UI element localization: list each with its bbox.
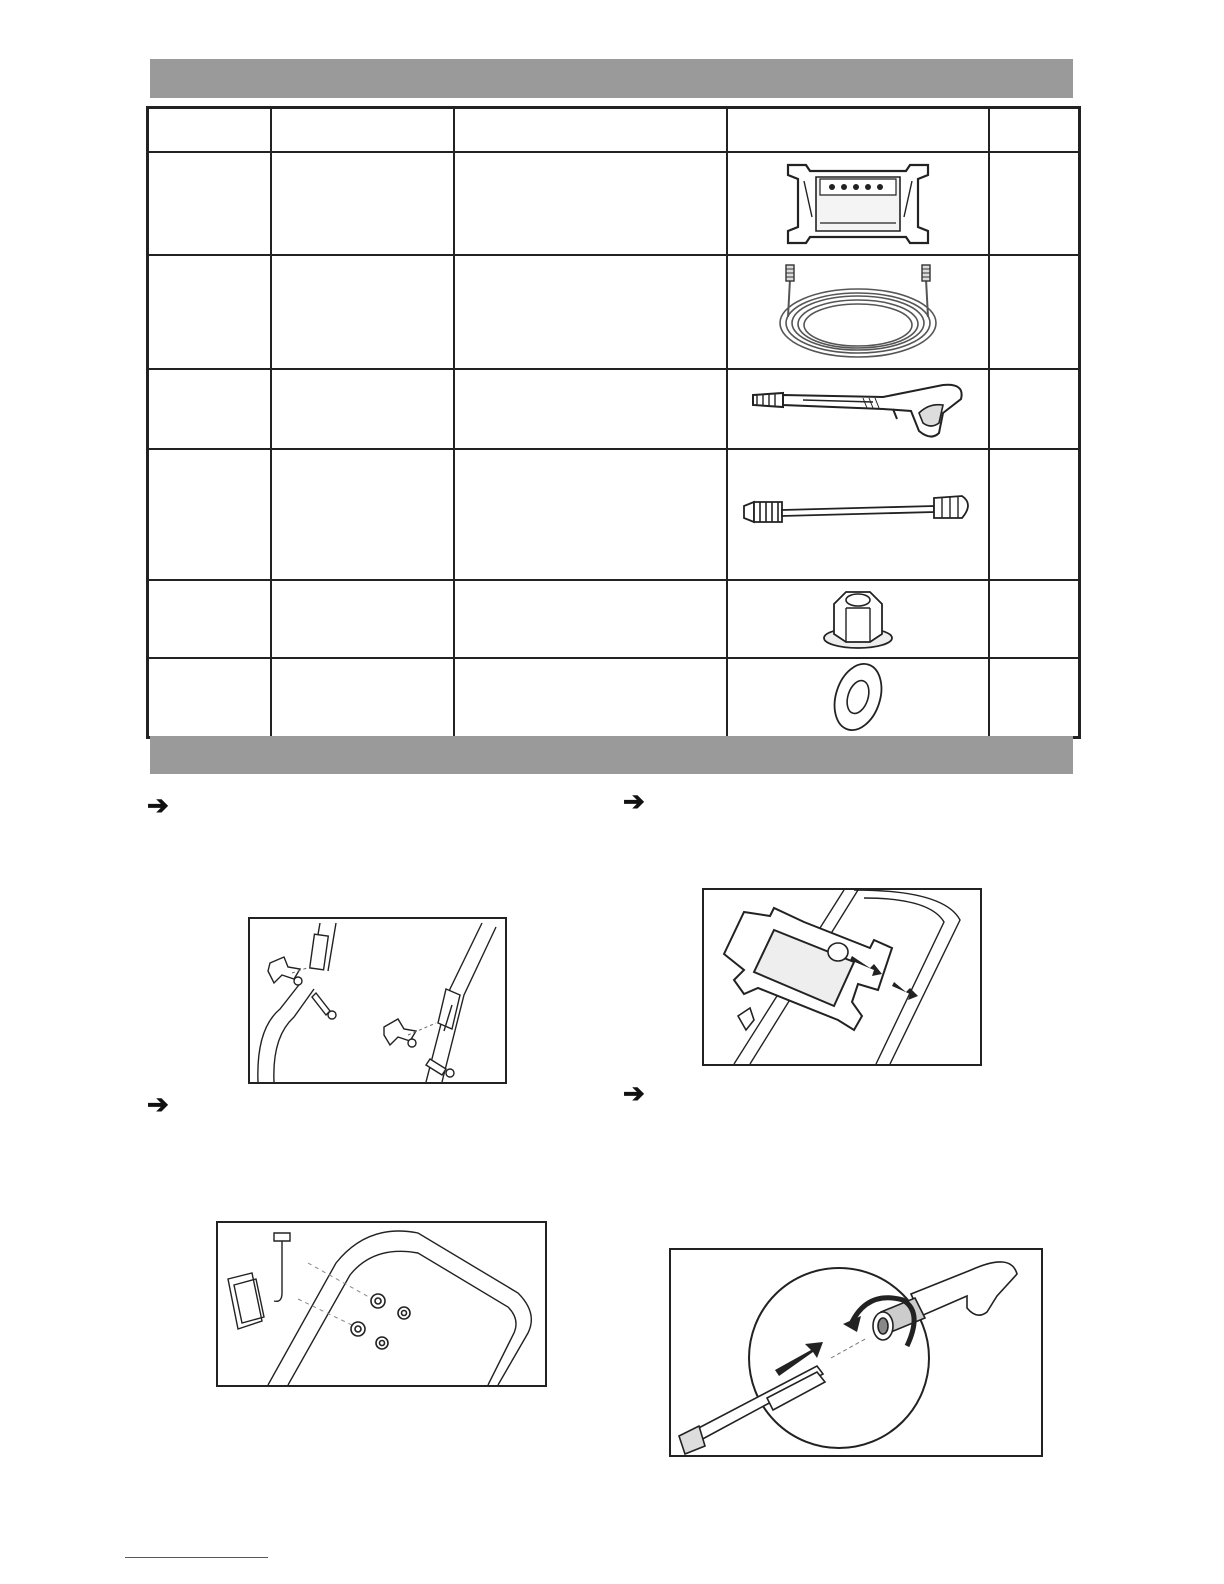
table-cell	[271, 152, 454, 255]
high-pressure-hose-picture	[768, 259, 948, 365]
table-cell	[989, 255, 1080, 369]
table-cell-picture	[727, 152, 989, 255]
column-header-5	[989, 108, 1080, 152]
table-cell	[454, 658, 727, 738]
table-row	[148, 152, 1080, 255]
footer-link-underline	[125, 1557, 268, 1558]
bracket-mounting-drawing	[704, 890, 980, 1064]
flat-washer-picture	[818, 659, 898, 735]
table-row	[148, 658, 1080, 738]
table-row	[148, 369, 1080, 449]
table-cell	[148, 255, 271, 369]
table-cell	[271, 255, 454, 369]
column-header-2	[271, 108, 454, 152]
hook-assembly-drawing	[218, 1223, 545, 1385]
lance-connection-drawing	[671, 1250, 1041, 1455]
table-cell	[271, 658, 454, 738]
table-cell-picture	[727, 255, 989, 369]
table-cell	[148, 449, 271, 580]
table-cell	[148, 152, 271, 255]
table-header-row	[148, 108, 1080, 152]
table-cell	[454, 152, 727, 255]
table-cell	[454, 369, 727, 449]
table-cell	[148, 580, 271, 658]
table-cell-picture	[727, 369, 989, 449]
arrow-right-icon: ➔	[623, 786, 645, 816]
table-cell	[989, 369, 1080, 449]
arrow-right-icon: ➔	[147, 1089, 169, 1119]
spray-gun-picture	[743, 373, 973, 445]
table-cell-picture	[727, 449, 989, 580]
spray-lance-picture	[738, 484, 978, 544]
table-cell	[989, 580, 1080, 658]
arrow-right-icon: ➔	[147, 790, 169, 820]
table-cell	[989, 658, 1080, 738]
column-header-1	[148, 108, 271, 152]
table-cell	[271, 580, 454, 658]
table-cell	[454, 580, 727, 658]
parts-list-table	[146, 106, 1081, 739]
hook-washer-nut-assembly-figure	[216, 1221, 547, 1387]
column-header-4	[727, 108, 989, 152]
table-cell	[271, 449, 454, 580]
bracket-mounting-figure	[702, 888, 982, 1066]
table-cell	[454, 449, 727, 580]
column-header-3	[454, 108, 727, 152]
table-cell	[989, 449, 1080, 580]
table-cell	[148, 658, 271, 738]
hose-holder-bracket-picture	[768, 157, 948, 249]
table-cell	[148, 369, 271, 449]
table-cell-picture	[727, 658, 989, 738]
table-row	[148, 580, 1080, 658]
section-header-band-parts	[150, 59, 1073, 98]
handle-knob-bolt-assembly-figure	[248, 917, 507, 1084]
table-cell	[271, 369, 454, 449]
lance-to-gun-connection-figure	[669, 1248, 1043, 1457]
handle-assembly-drawing	[250, 919, 505, 1082]
table-row	[148, 255, 1080, 369]
table-cell	[454, 255, 727, 369]
flange-nut-picture	[818, 584, 898, 654]
section-header-band-assembly	[150, 736, 1073, 774]
arrow-right-icon: ➔	[623, 1078, 645, 1108]
table-cell	[989, 152, 1080, 255]
table-cell-picture	[727, 580, 989, 658]
table-row	[148, 449, 1080, 580]
